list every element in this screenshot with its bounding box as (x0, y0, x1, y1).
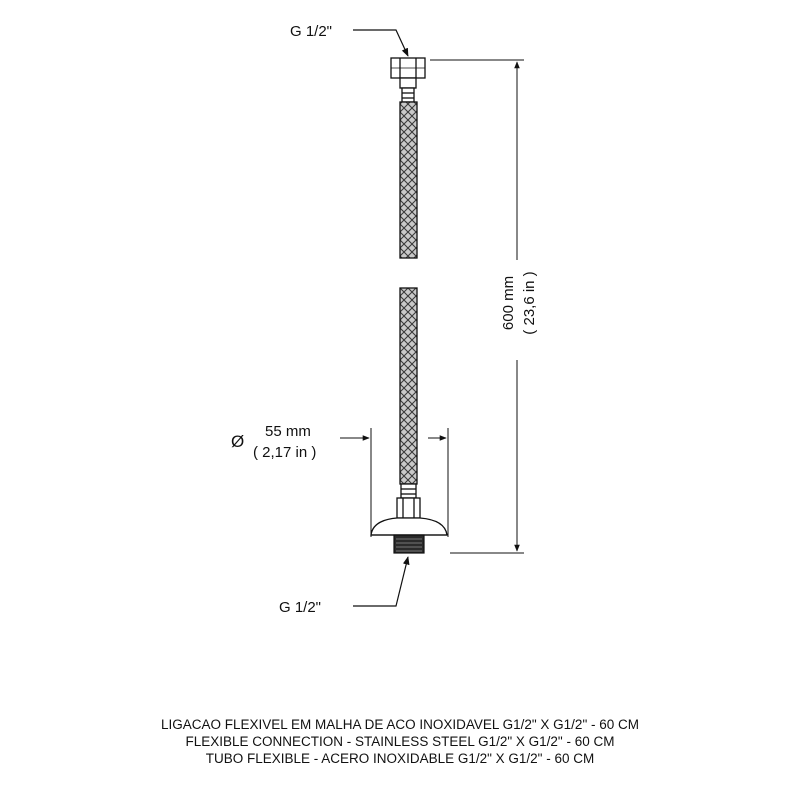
hose-upper-segment (400, 102, 417, 258)
caption-line-pt: LIGACAO FLEXIVEL EM MALHA DE ACO INOXIDAVEL G1/2" X G1/2" - 60 CM (161, 717, 639, 732)
bottom-ferrule (397, 484, 420, 518)
diameter-mm-label: 55 mm (265, 423, 311, 440)
diameter-symbol: Ø (231, 432, 245, 451)
caption-line-en: FLEXIBLE CONNECTION - STAINLESS STEEL G1/2" X G1/2" - 60 CM (185, 734, 615, 749)
top-ferrule (400, 78, 416, 102)
caption-line-es: TUBO FLEXIBLE - ACERO INOXIDABLE G1/2" X G1/2" - 60 CM (205, 751, 595, 766)
bottom-thread (394, 535, 424, 553)
bottom-thread-leader (353, 557, 408, 606)
hose-lower-segment (400, 288, 417, 484)
length-mm-label: 600 mm (500, 275, 517, 331)
top-nut (391, 58, 425, 78)
escutcheon-flange (371, 518, 447, 535)
bottom-thread-label: G 1/2" (279, 599, 322, 616)
diameter-in-label: ( 2,17 in ) (253, 444, 317, 461)
length-in-label: ( 23,6 in ) (521, 271, 538, 335)
product-caption (0, 716, 800, 767)
top-thread-leader (353, 30, 408, 56)
top-thread-label: G 1/2" (290, 23, 333, 40)
